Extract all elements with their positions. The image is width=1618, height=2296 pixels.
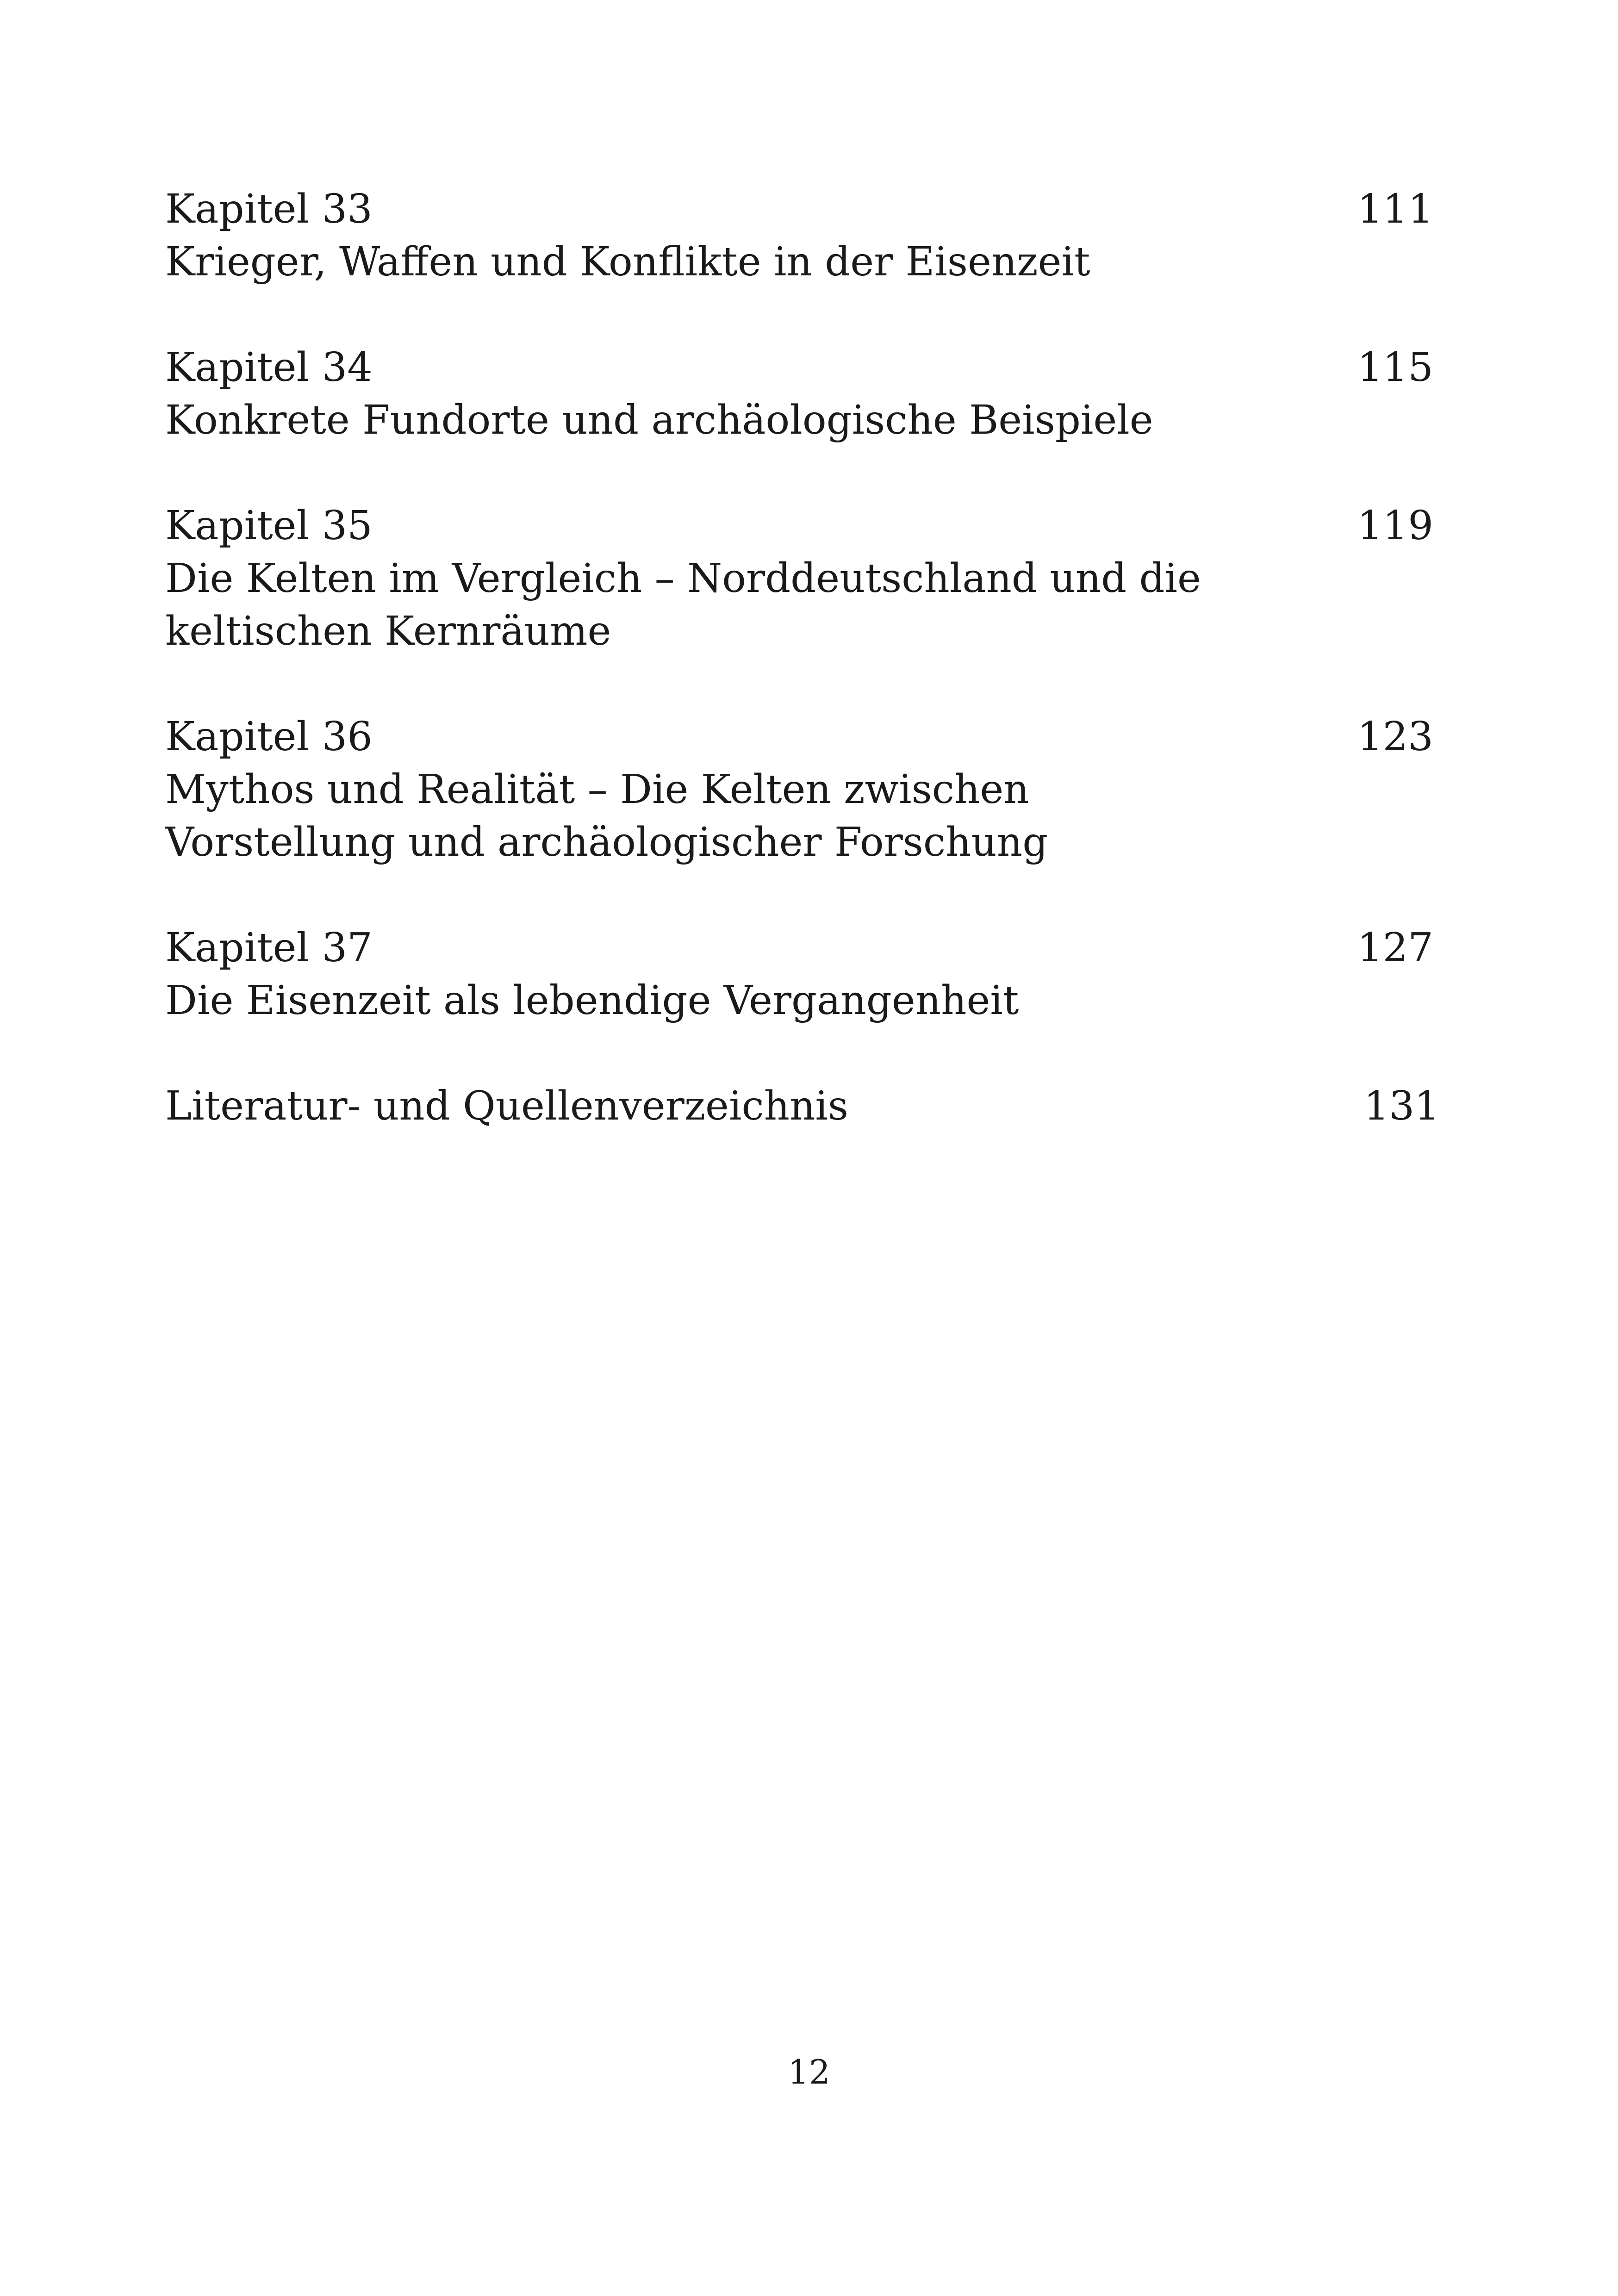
table-of-contents bbox=[165, 183, 1440, 1132]
chapter-title: Die Eisenzeit als lebendige Vergangenheit bbox=[165, 977, 1019, 1024]
toc-entry-kapitel-33 bbox=[165, 183, 1433, 288]
toc-entry-kapitel-35 bbox=[165, 499, 1433, 658]
page-number: 115 bbox=[1357, 344, 1433, 391]
chapter-label: Kapitel 37 bbox=[165, 925, 373, 971]
chapter-label: Kapitel 36 bbox=[165, 714, 373, 760]
bibliography-label: Literatur- und Quellenverzeichnis bbox=[165, 1083, 849, 1129]
chapter-label: Kapitel 35 bbox=[165, 503, 373, 549]
chapter-title: Krieger, Waffen und Konflikte in der Eisenzeit bbox=[165, 239, 1090, 285]
toc-entry-bibliography bbox=[165, 1080, 1440, 1132]
page-number: 131 bbox=[1363, 1083, 1440, 1129]
chapter-title: Konkrete Fundorte und archäologische Beispiele bbox=[165, 397, 1153, 443]
toc-entry-kapitel-36 bbox=[165, 710, 1433, 869]
page-number: 111 bbox=[1357, 186, 1433, 232]
page-footer-number: 12 bbox=[788, 2053, 830, 2091]
chapter-title: Mythos und Realität – Die Kelten zwischen Vorstellung und archäologischer Forschung bbox=[165, 766, 1048, 865]
page-number: 119 bbox=[1357, 503, 1433, 549]
chapter-title: Die Kelten im Vergleich – Norddeutschland und die keltischen Kernräume bbox=[165, 555, 1201, 654]
chapter-label: Kapitel 34 bbox=[165, 344, 373, 391]
page-number: 127 bbox=[1357, 925, 1433, 971]
chapter-label: Kapitel 33 bbox=[165, 186, 373, 232]
toc-entry-kapitel-37 bbox=[165, 921, 1433, 1027]
toc-entry-kapitel-34 bbox=[165, 341, 1433, 447]
page-number: 123 bbox=[1357, 714, 1433, 760]
